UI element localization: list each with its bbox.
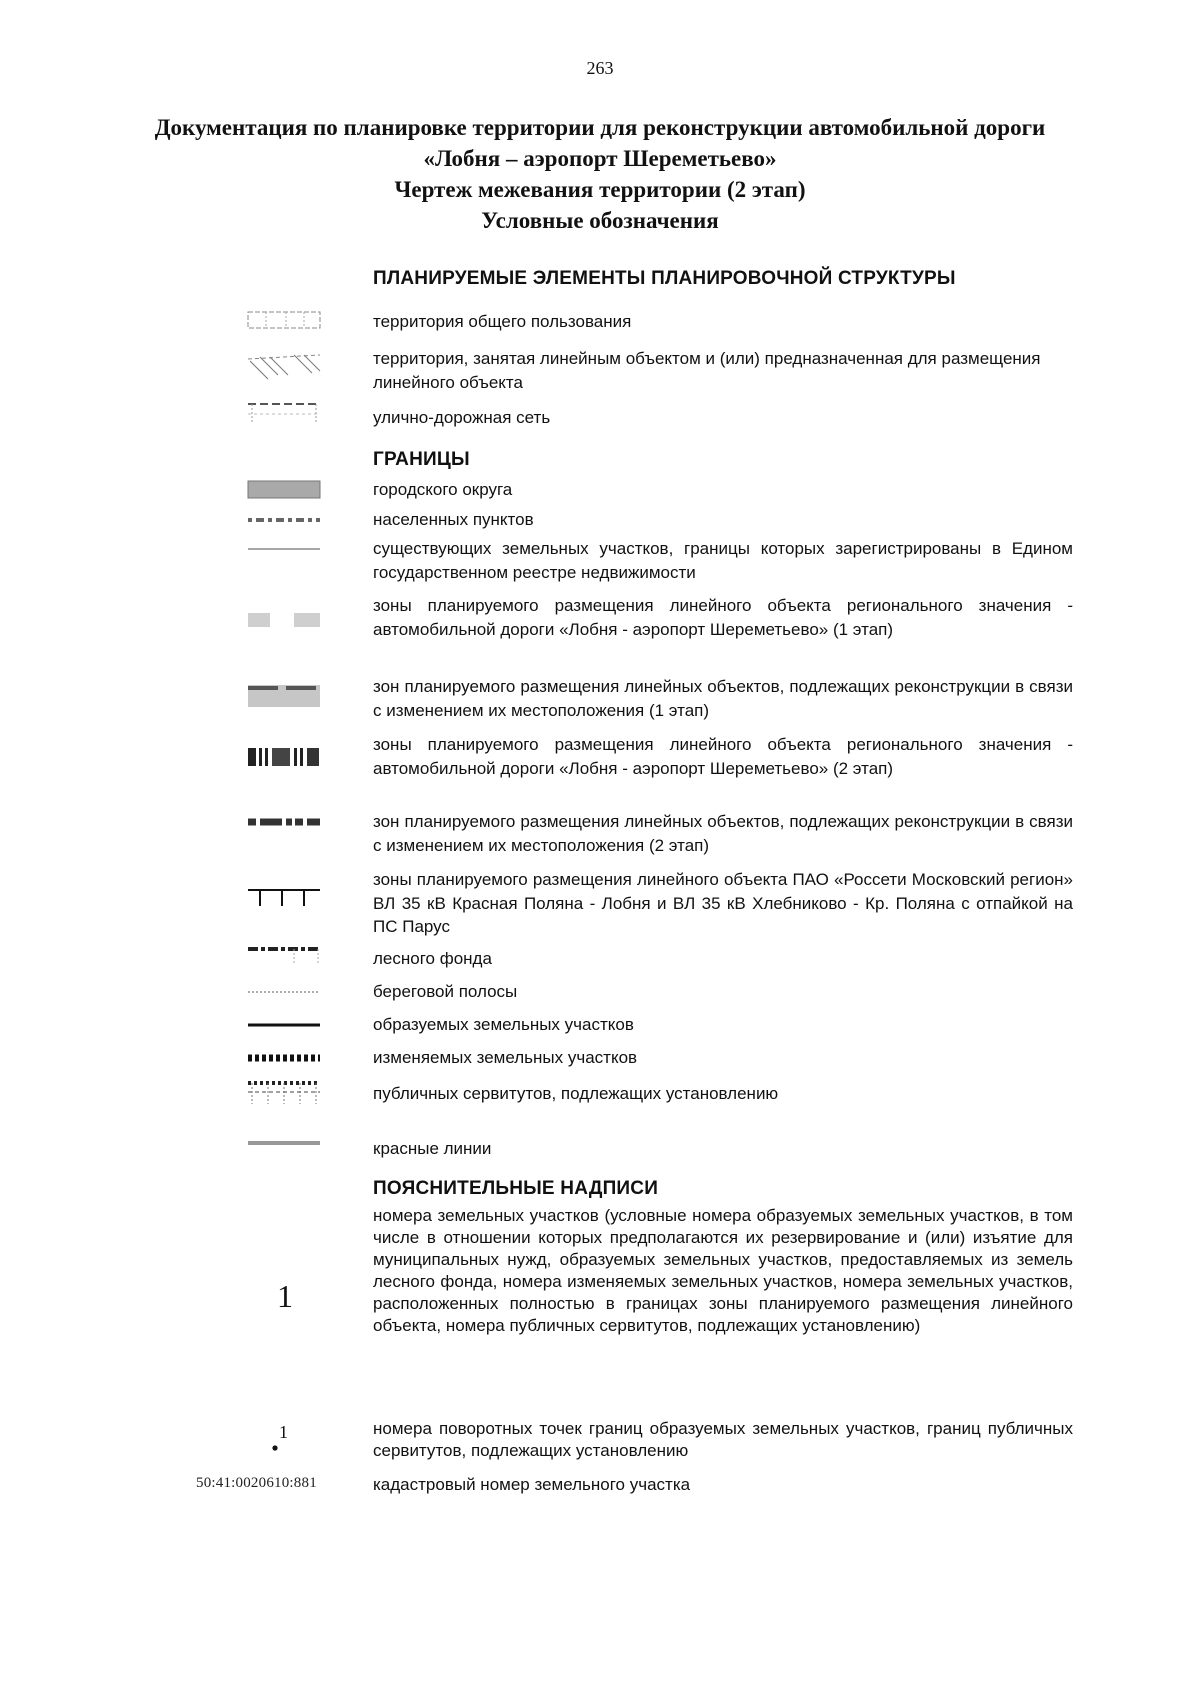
zone-road-stage2-symbol (246, 745, 322, 769)
road-network-label: улично-дорожная сеть (373, 408, 551, 427)
red-lines-label: красные линии (373, 1139, 492, 1158)
zone-road-stage2-label: зоны планируемого размещения линейного объекта регионального значения - автомобильной дороги «Лобня - аэропорт Шереметьево» (2 этап) (373, 735, 1073, 778)
zone-reconstruct-stage1-label: зон планируемого размещения линейных объектов, подлежащих реконструкции в связи с изменением их местоположения (1 этап) (373, 677, 1073, 720)
zone-reconstruct-stage2-symbol (246, 810, 322, 834)
existing-plots-label: существующих земельных участков, границы которых зарегистрированы в Едином государственном реестре недвижимости (373, 539, 1073, 582)
zone-reconstruct-stage2-label: зон планируемого размещения линейных объектов, подлежащих реконструкции в связи с изменением их местоположения (2 этап) (373, 812, 1073, 855)
zone-reconstruct-stage1-symbol (246, 681, 322, 711)
title-line-1: Документация по планировке территории для реконструкции автомобильной дороги (154, 115, 1046, 140)
turn-point-symbol (268, 1418, 298, 1458)
plot-numbers-label: номера земельных участков (условные номера образуемых земельных участков, в том числе в отношении которых предполагаются их резервирование и (или) изъятие для муниципальных нужд, образуемых земельных участков, предоставляемых из земель лесного фонда, номера изменяемых земельных участков, номера земельных участков, расположенных полностью в границах зоны планируемого размещения линейного объекта, номера публичных сервитутов, подлежащих установлению) (373, 1206, 1073, 1335)
changed-plots-symbol (246, 1046, 322, 1070)
public-easements-label: публичных сервитутов, подлежащих установлению (373, 1084, 779, 1103)
power-line-label: зоны планируемого размещения линейного объекта ПАО «Россети Московский регион» ВЛ 35 кВ Красная Поляна - Лобня и ВЛ 35 кВ Хлебниково - Кр. Поляна с отпайкой на ПС Парус (373, 870, 1073, 936)
settlements-label: населенных пунктов (373, 510, 534, 529)
section-header-planned: ПЛАНИРУЕМЫЕ ЭЛЕМЕНТЫ ПЛАНИРОВОЧНОЙ СТРУКТУРЫ (373, 268, 956, 289)
zone-road-stage1-label: зоны планируемого размещения линейного объекта регионального значения - автомобильной дороги «Лобня - аэропорт Шереметьево» (1 этап) (373, 596, 1073, 639)
document-title (0, 112, 1200, 236)
turn-points-label: номера поворотных точек границ образуемых земельных участков, границ публичных сервитутов, подлежащих установлению (373, 1419, 1073, 1460)
page-number: 263 (586, 58, 614, 78)
road-network-symbol (246, 400, 322, 424)
public-easements-symbol (246, 1078, 322, 1106)
section-header-borders: ГРАНИЦЫ (373, 449, 470, 470)
section-header-notes: ПОЯСНИТЕЛЬНЫЕ НАДПИСИ (373, 1178, 659, 1199)
turn-point-number: 1 (279, 1422, 288, 1442)
changed-plots-label: изменяемых земельных участков (373, 1048, 638, 1067)
forest-fund-symbol (246, 943, 322, 967)
public-territory-symbol (246, 308, 322, 332)
city-district-symbol (246, 478, 322, 502)
city-district-label: городского округа (373, 480, 513, 499)
formed-plots-label: образуемых земельных участков (373, 1015, 634, 1034)
existing-plots-symbol (246, 537, 322, 561)
settlements-symbol (246, 508, 322, 532)
shore-strip-symbol (246, 980, 322, 1004)
public-territory-label: территория общего пользования (373, 312, 632, 331)
formed-plots-symbol (246, 1013, 322, 1037)
shore-strip-label: береговой полосы (373, 982, 518, 1001)
linear-object-label: территория, занятая линейным объектом и (или) предназначенная для размещения линейного объекта (373, 349, 1041, 392)
red-lines-symbol (246, 1131, 322, 1155)
zone-road-stage1-symbol (246, 609, 322, 633)
cadastral-number-sample: 50:41:0020610:881 (196, 1475, 317, 1491)
forest-fund-label: лесного фонда (373, 949, 492, 968)
title-line-3: Чертеж межевания территории (2 этап) (394, 177, 806, 202)
linear-object-symbol (246, 351, 322, 381)
title-line-2: «Лобня – аэропорт Шереметьево» (423, 146, 777, 171)
power-line-symbol (246, 886, 322, 910)
cadastral-number-label: кадастровый номер земельного участка (373, 1475, 691, 1494)
title-line-4: Условные обозначения (481, 208, 719, 233)
plot-number-sample: 1 (277, 1278, 293, 1314)
